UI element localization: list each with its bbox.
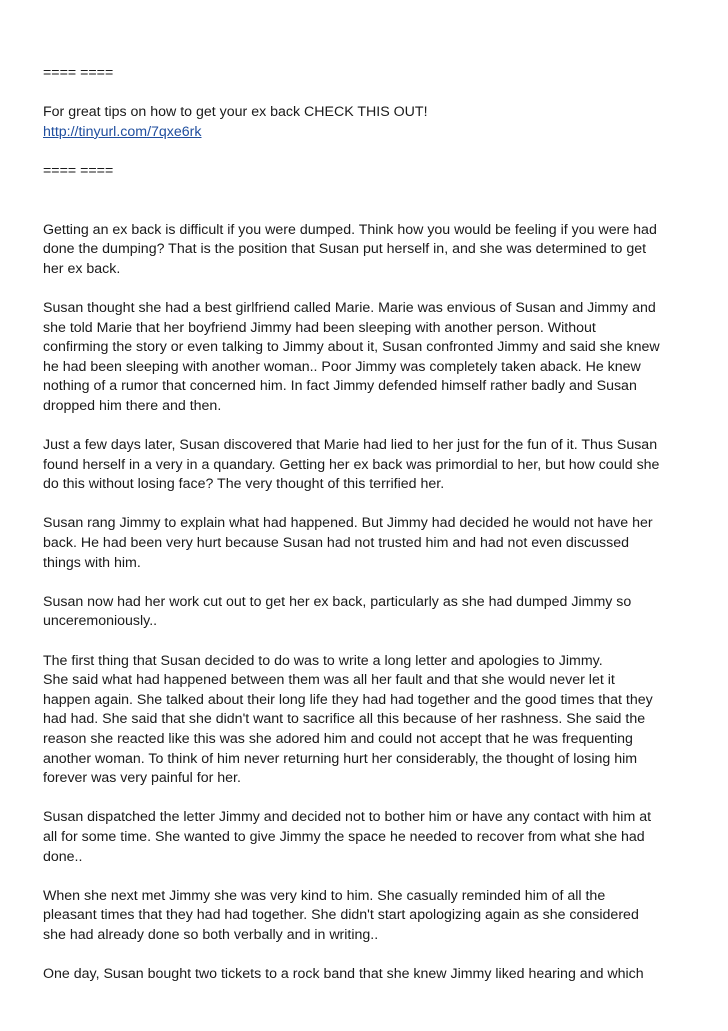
paragraph-line: dropped him there and then. <box>43 397 222 414</box>
paragraph <box>43 299 693 417</box>
paragraph <box>43 652 693 789</box>
paragraph-line: One day, Susan bought two tickets to a rock band that she knew Jimmy liked hearing and which <box>43 966 644 983</box>
paragraph-line: Susan dispatched the letter Jimmy and decided not to bother him or have any contact with him at <box>43 809 652 826</box>
paragraph-line: done the dumping? That is the position that Susan put herself in, and she was determined to get <box>43 241 647 258</box>
paragraph-line: things with him. <box>43 554 141 571</box>
paragraph-line: Just a few days later, Susan discovered that Marie had lied to her just for the fun of it. Thus Susan <box>43 437 658 454</box>
paragraph-line: When she next met Jimmy she was very kind to him. She casually reminded him of all the <box>43 887 606 904</box>
paragraph-line: Getting an ex back is difficult if you were dumped. Think how you would be feeling if you were had <box>43 221 657 238</box>
paragraph-line: she told Marie that her boyfriend Jimmy had been sleeping with another person. Without <box>43 319 596 336</box>
paragraph-line: nothing of a rumor that concerned him. In fact Jimmy defended himself rather badly and Susan <box>43 378 637 395</box>
paragraph-line: she had already done so both verbally and in writing.. <box>43 926 379 943</box>
paragraph-line: forever was very painful for her. <box>43 770 241 787</box>
paragraph-line: Susan thought she had a best girlfriend called Marie. Marie was envious of Susan and Jimmy and <box>43 299 656 316</box>
paragraph <box>43 965 693 985</box>
paragraph-line: unceremoniously.. <box>43 613 158 630</box>
paragraph-line: had had. She said that she didn't want to sacrifice all this because of her rashness. She said the <box>43 711 646 728</box>
paragraph <box>43 436 693 495</box>
paragraph <box>43 514 693 573</box>
paragraph-line: back. He had been very hurt because Susan had not trusted him and had not even discussed <box>43 535 630 552</box>
document-page <box>43 64 693 1004</box>
paragraph-line: Susan rang Jimmy to explain what had happened. But Jimmy had decided he would not have her <box>43 515 653 532</box>
paragraph <box>43 887 693 946</box>
paragraph-line: The first thing that Susan decided to do was to write a long letter and apologies to Jimmy. <box>43 652 603 669</box>
paragraph <box>43 808 693 867</box>
paragraph-line: done.. <box>43 848 83 865</box>
paragraph-line: her ex back. <box>43 260 121 277</box>
paragraph-line: happen again. She talked about their long life they had had together and the good times that they <box>43 691 653 708</box>
promo-link[interactable]: http://tinyurl.com/7qxe6rk <box>43 123 202 140</box>
paragraph-line: he had been sleeping with another woman.. Poor Jimmy was completely taken aback. He knew <box>43 358 641 375</box>
paragraph <box>43 593 693 632</box>
separator-bottom: ==== ==== <box>43 162 114 179</box>
paragraph-line: all for some time. She wanted to give Jimmy the space he needed to recover from what she had <box>43 828 645 845</box>
paragraph-line: Susan now had her work cut out to get her ex back, particularly as she had dumped Jimmy so <box>43 593 632 610</box>
paragraph-line: do this without losing face? The very thought of this terrified her. <box>43 476 445 493</box>
paragraph-line: confirming the story or even talking to Jimmy about it, Susan confronted Jimmy and said she knew <box>43 339 660 356</box>
promo-block <box>43 103 693 142</box>
paragraph-line: She said what had happened between them was all her fault and that she would never let it <box>43 672 615 689</box>
paragraph <box>43 221 693 280</box>
separator-top: ==== ==== <box>43 65 114 81</box>
paragraph-line: reason she reacted like this was she adored him and could not accept that he was frequenting <box>43 731 633 747</box>
paragraph-line: pleasant times that they had had together. She didn't start apologizing again as she considered <box>43 907 639 924</box>
paragraph-line: another woman. To think of him never returning hurt her considerably, the thought of losing him <box>43 750 638 767</box>
article-body <box>43 221 693 985</box>
promo-text: For great tips on how to get your ex back CHECK THIS OUT! <box>43 104 428 121</box>
paragraph-line: found herself in a very in a quandary. Getting her ex back was primordial to her, but how could she <box>43 456 660 473</box>
